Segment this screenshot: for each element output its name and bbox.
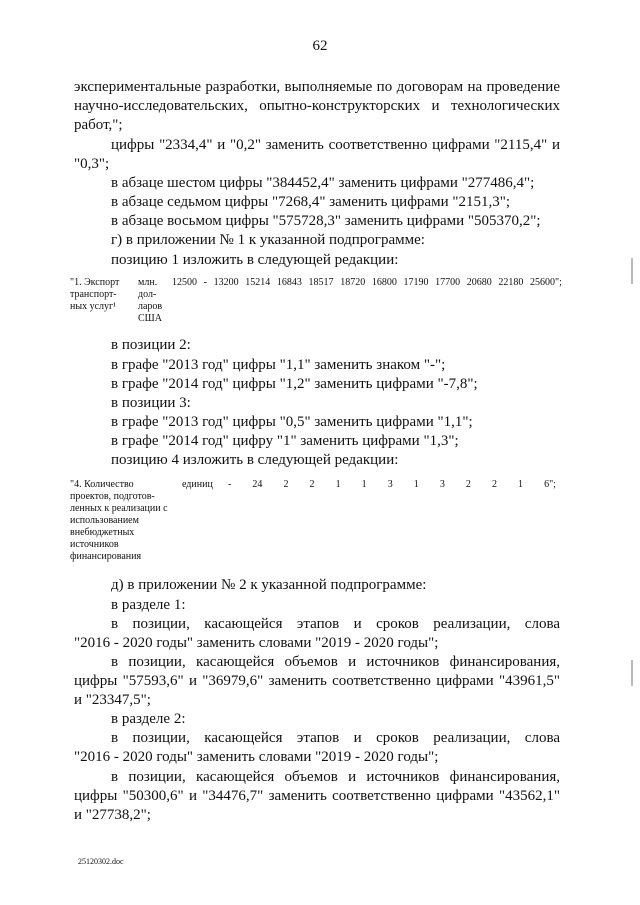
- table-cell: 20680: [466, 277, 492, 288]
- table-label-line: ленных к реализации с: [70, 503, 168, 514]
- table-values: [172, 277, 562, 289]
- paragraph-line: в абзаце седьмом цифры "7268,4" заменить цифрами "2151,3";: [111, 194, 511, 210]
- paragraph-line: цифры "2334,4" и "0,2" заменить соответственно цифрами "2115,4" и: [111, 137, 560, 153]
- table-values: [228, 479, 556, 491]
- table-label-line: "4. Количество: [70, 479, 134, 490]
- section-heading: в разделе 2:: [111, 711, 186, 727]
- table-label-line: ных услуг¹: [70, 301, 117, 312]
- page-number: 62: [312, 38, 328, 54]
- table-unit: единиц: [182, 479, 213, 490]
- table-cell: 16843: [276, 277, 302, 288]
- table-cell: 2: [491, 479, 497, 490]
- table-cell: 2: [309, 479, 315, 490]
- paragraph-line: позицию 1 изложить в следующей редакции:: [111, 252, 399, 268]
- table-cell: 17190: [403, 277, 429, 288]
- paragraph-line: в графе "2014 год" цифры "1,2" заменить цифрами "-7,8";: [111, 376, 478, 392]
- table-unit-line: дол-: [138, 289, 157, 300]
- paragraph-line: в позиции, касающейся объемов и источников финансирования,: [111, 654, 560, 670]
- paragraph-line: в абзаце восьмом цифры "575728,3" заменить цифрами "505370,2";: [111, 213, 541, 229]
- table-cell: 16800: [371, 277, 397, 288]
- paragraph-line: работ,";: [74, 117, 123, 133]
- table-cell: 2: [283, 479, 289, 490]
- table-cell: 17700: [435, 277, 461, 288]
- table-cell: 15214: [245, 277, 271, 288]
- table-label-line: внебюджетных: [70, 527, 135, 538]
- paragraph-line: и "23347,5";: [74, 692, 151, 708]
- paragraph-line: в абзаце шестом цифры "384452,4" заменить цифрами "277486,4";: [111, 175, 535, 191]
- table-cell: 12500: [172, 277, 197, 288]
- paragraph-line: г) в приложении № 1 к указанной подпрограмме:: [111, 232, 425, 248]
- scan-mark: [631, 660, 633, 686]
- table-cell: 25600";: [530, 277, 562, 288]
- table-label-line: использованием: [70, 515, 139, 526]
- table-cell: 18720: [340, 277, 366, 288]
- table-cell: 3: [439, 479, 445, 490]
- table-cell: 6";: [544, 479, 556, 490]
- table-cell: 24: [252, 479, 263, 490]
- table-cell: 1: [335, 479, 341, 490]
- paragraph-line: "2016 - 2020 годы" заменить словами "2019 - 2020 годы";: [74, 635, 439, 651]
- table-cell: 3: [387, 479, 393, 490]
- paragraph-line: экспериментальные разработки, выполняемые по договорам на проведение: [74, 79, 560, 95]
- table-cell: -: [228, 479, 232, 490]
- scan-mark: [631, 258, 633, 284]
- paragraph-line: в позиции, касающейся этапов и сроков реализации, слова: [111, 616, 560, 632]
- table-cell: 1: [518, 479, 524, 490]
- footer-filename: 25120302.doc: [78, 857, 124, 866]
- section-heading: в разделе 1:: [111, 597, 186, 613]
- table-cell: 22180: [498, 277, 524, 288]
- paragraph-line: цифры "50300,6" и "34476,7" заменить соответственно цифрами "43562,1": [74, 788, 560, 804]
- table-label-line: транспорт-: [70, 289, 117, 300]
- table-cell: 13200: [213, 277, 239, 288]
- paragraph-line: позицию 4 изложить в следующей редакции:: [111, 452, 399, 468]
- paragraph-line: научно-исследовательских, опытно-конструкторских и технологических: [74, 98, 560, 114]
- table-label-line: источников: [70, 539, 119, 550]
- table-cell: -: [203, 277, 207, 288]
- table-unit-line: млн.: [138, 277, 158, 288]
- paragraph-line: в позиции, касающейся этапов и сроков реализации, слова: [111, 730, 560, 746]
- table-unit-line: ларов: [138, 301, 163, 312]
- paragraph-line: в позиции 2:: [111, 337, 191, 353]
- paragraph-line: "2016 - 2020 годы" заменить словами "2019 - 2020 годы";: [74, 749, 439, 765]
- paragraph-line: в позиции 3:: [111, 395, 191, 411]
- paragraph-line: в позиции, касающейся объемов и источников финансирования,: [111, 769, 560, 785]
- paragraph-line: и "27738,2";: [74, 807, 151, 823]
- table-cell: 1: [413, 479, 419, 490]
- table-unit-line: США: [138, 313, 162, 324]
- table-label-line: проектов, подготов-: [70, 491, 155, 502]
- table-label-line: финансирования: [70, 551, 142, 562]
- table-cell: 2: [465, 479, 471, 490]
- table-cell: 1: [361, 479, 367, 490]
- paragraph-line: "0,3";: [74, 156, 110, 172]
- table-label-line: "1. Экспорт: [70, 277, 120, 288]
- paragraph-line: д) в приложении № 2 к указанной подпрограмме:: [111, 577, 427, 593]
- paragraph-line: цифры "57593,6" и "36979,6" заменить соответственно цифрами "43961,5": [74, 673, 560, 689]
- paragraph-line: в графе "2014 год" цифру "1" заменить цифрами "1,3";: [111, 433, 459, 449]
- table-cell: 18517: [308, 277, 334, 288]
- paragraph-line: в графе "2013 год" цифры "0,5" заменить цифрами "1,1";: [111, 414, 473, 430]
- paragraph-line: в графе "2013 год" цифры "1,1" заменить знаком "-";: [111, 357, 446, 373]
